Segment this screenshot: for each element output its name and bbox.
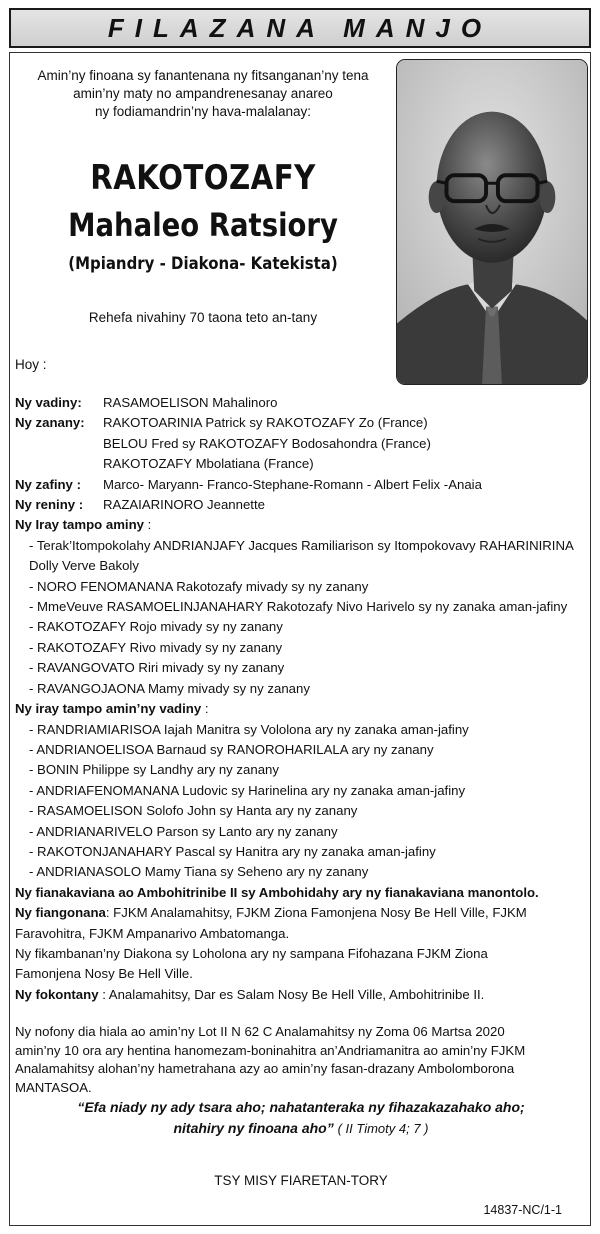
verse-reference: ( II Timoty 4; 7 ) <box>337 1121 429 1136</box>
sibling-item: - MmeVeuve RASAMOELINJANAHARY Rakotozafy Nivo Harivelo sy ny zanaka aman-jafiny <box>29 599 568 615</box>
zanany-row <box>15 413 587 433</box>
in-law-item: - ANDRIANASOLO Mamy Tiana sy Seheno ary ny zanany <box>29 864 369 880</box>
portrait-photo <box>396 59 588 385</box>
verse-text: nitahiry ny finoana aho” <box>173 1120 334 1136</box>
fikambanana-line: Ny fikambanan’ny Diakona sy Loholona ary ny sampana Fifohazana FJKM Ziona <box>15 945 488 961</box>
deceased-surname: RAKOTOZAFY <box>90 158 316 198</box>
reniny-row <box>15 495 587 515</box>
bible-verse <box>15 1097 587 1139</box>
zafiny-colon: : <box>76 476 81 492</box>
deceased-given-names: Mahaleo Ratsiory <box>68 206 338 244</box>
zanany-label-text: Ny zanany <box>15 415 81 431</box>
zanany-value: RAKOTOARINIA Patrick sy RAKOTOZAFY Zo (France) <box>103 415 428 431</box>
in-law-item: - RANDRIAMIARISOA Iajah Manitra sy Vololona ary ny zanaka aman-jafiny <box>29 721 469 737</box>
funeral-line: Analamahitsy alohan’ny hametrahana azy ao amin’ny fasan-drazany Ambolomborona <box>15 1061 515 1076</box>
fiangonana-line: Faravohitra, FJKM Ampanarivo Ambatomanga. <box>15 925 290 941</box>
iray-tampo-label: Ny Iray tampo aminy <box>15 517 144 533</box>
closing-line: TSY MISY FIARETAN-TORY <box>214 1173 388 1188</box>
iray-tampo-vadiny-heading <box>15 699 587 719</box>
in-law-item: - RAKOTONJANAHARY Pascal sy Hanitra ary ny zanaka aman-jafiny <box>29 843 436 859</box>
sibling-item: - NORO FENOMANANA Rakotozafy mivady sy ny zanany <box>29 578 369 594</box>
deceased-titles: (Mpiandry - Diakona- Katekista) <box>68 254 338 274</box>
fokontany-label: Ny fokontany <box>15 986 99 1002</box>
funeral-line: amin’ny 10 ora ary hentina hanomezam-boninahitra an’Andriamanitra ao amin’ny FJKM <box>15 1042 526 1058</box>
in-law-item: - ANDRIAFENOMANANA Ludovic sy Harinelina ary ny zanaka aman-jafiny <box>29 782 466 798</box>
banner <box>9 8 591 48</box>
fokontany-line <box>15 985 587 1005</box>
in-law-item: - ANDRIANARIVELO Parson sy Lanto ary ny zanany <box>29 823 338 839</box>
zanany-value: RAKOTOZAFY Mbolatiana (France) <box>103 456 314 472</box>
sibling-item: - Terak’Itompokolahy ANDRIANJAFY Jacques Ramiliarison sy Itompokovavy RAHARINIRINA <box>29 537 574 553</box>
zanany-colon: : <box>80 415 85 431</box>
vadiny-label-text: Ny vadiny <box>15 395 78 410</box>
banner-title: FILAZANA MANJO <box>107 12 493 43</box>
in-law-item: - BONIN Philippe sy Landhy ary ny zanany <box>29 762 279 778</box>
zafiny-value: Marco- Maryann- Franco-Stephane-Romann - Albert Felix -Anaia <box>103 476 482 492</box>
vadiny-label <box>15 393 103 413</box>
obituary-notice <box>9 8 591 1226</box>
intro-line: ny fodiamandrin’ny hava-malalanay: <box>94 104 312 119</box>
fiangonana-line <box>15 903 587 923</box>
zafiny-label <box>15 475 103 495</box>
verse-line: “Efa niady ny ady tsara aho; nahatanteraka ny fihazakazahako aho; <box>77 1099 525 1115</box>
reniny-label-text: Ny reniny <box>15 497 76 513</box>
sibling-item: - RAVANGOJAONA Mamy mivady sy ny zanany <box>29 680 310 696</box>
vadiny-row <box>15 393 587 413</box>
fikambanana-line: Famonjena Nosy Be Hell Ville. <box>15 966 193 982</box>
in-law-item: - ANDRIANOELISOA Barnaud sy RANOROHARILALA ary ny zanany <box>29 741 434 757</box>
verse-line-2 <box>15 1118 587 1139</box>
vadiny-colon: : <box>77 395 82 410</box>
reniny-label <box>15 495 103 515</box>
zanany-value: BELOU Fred sy RAKOTOZAFY Bodosahondra (France) <box>103 435 431 451</box>
iray-tampo-vadiny-colon: : <box>204 701 209 717</box>
sibling-item: - RAKOTOZAFY Rivo mivady sy ny zanany <box>29 639 283 655</box>
portrait-photo-icon <box>397 60 587 384</box>
sibling-item: - RAKOTOZAFY Rojo mivady sy ny zanany <box>29 619 283 635</box>
fianakaviana-line: Ny fianakaviana ao Ambohitrinibe II sy Ambohidahy ary ny fianakaviana manontolo. <box>15 884 539 900</box>
hoy-label: Hoy : <box>15 357 47 372</box>
intro-line: Amin’ny finoana sy fanantenana ny fitsanganan’ny tena <box>37 68 369 83</box>
reference-code: 14837-NC/1-1 <box>483 1203 562 1217</box>
iray-tampo-colon: : <box>147 517 152 533</box>
fiangonana-value: : FJKM Analamahitsy, FJKM Ziona Famonjena Nosy Be Hell Ville, FJKM <box>105 905 527 921</box>
reniny-value: RAZAIARINORO Jeannette <box>103 497 265 513</box>
notice-box <box>9 52 591 1226</box>
in-law-item: - RASAMOELISON Solofo John sy Hanta ary ny zanany <box>29 803 358 819</box>
iray-tampo-vadiny-label: Ny iray tampo amin’ny vadiny <box>15 701 202 717</box>
intro-line: amin’ny maty no ampandrenesanay anareo <box>73 86 333 101</box>
fokontany-value: : Analamahitsy, Dar es Salam Nosy Be Hell Ville, Ambohitrinibe II. <box>98 986 485 1002</box>
family-list <box>15 393 587 1005</box>
fiangonana-label: Ny fiangonana <box>15 905 106 921</box>
funeral-line: MANTASOA. <box>15 1079 92 1095</box>
funeral-line: Ny nofony dia hiala ao amin’ny Lot II N 62 C Analamahitsy ny Zoma 06 Martsa 2020 <box>15 1024 505 1039</box>
zafiny-row <box>15 475 587 495</box>
age-line: Rehefa nivahiny 70 taona teto an-tany <box>88 310 318 325</box>
zanany-label <box>15 413 103 433</box>
zafiny-label-text: Ny zafiny <box>15 476 73 492</box>
intro-text <box>18 67 388 121</box>
reniny-colon: : <box>78 497 84 513</box>
vadiny-value: RASAMOELISON Mahalinoro <box>103 395 278 410</box>
sibling-item: Dolly Verve Bakoly <box>29 558 139 574</box>
iray-tampo-heading <box>15 515 587 535</box>
sibling-item: - RAVANGOVATO Riri mivady sy ny zanany <box>29 660 285 676</box>
funeral-details <box>15 1023 587 1097</box>
